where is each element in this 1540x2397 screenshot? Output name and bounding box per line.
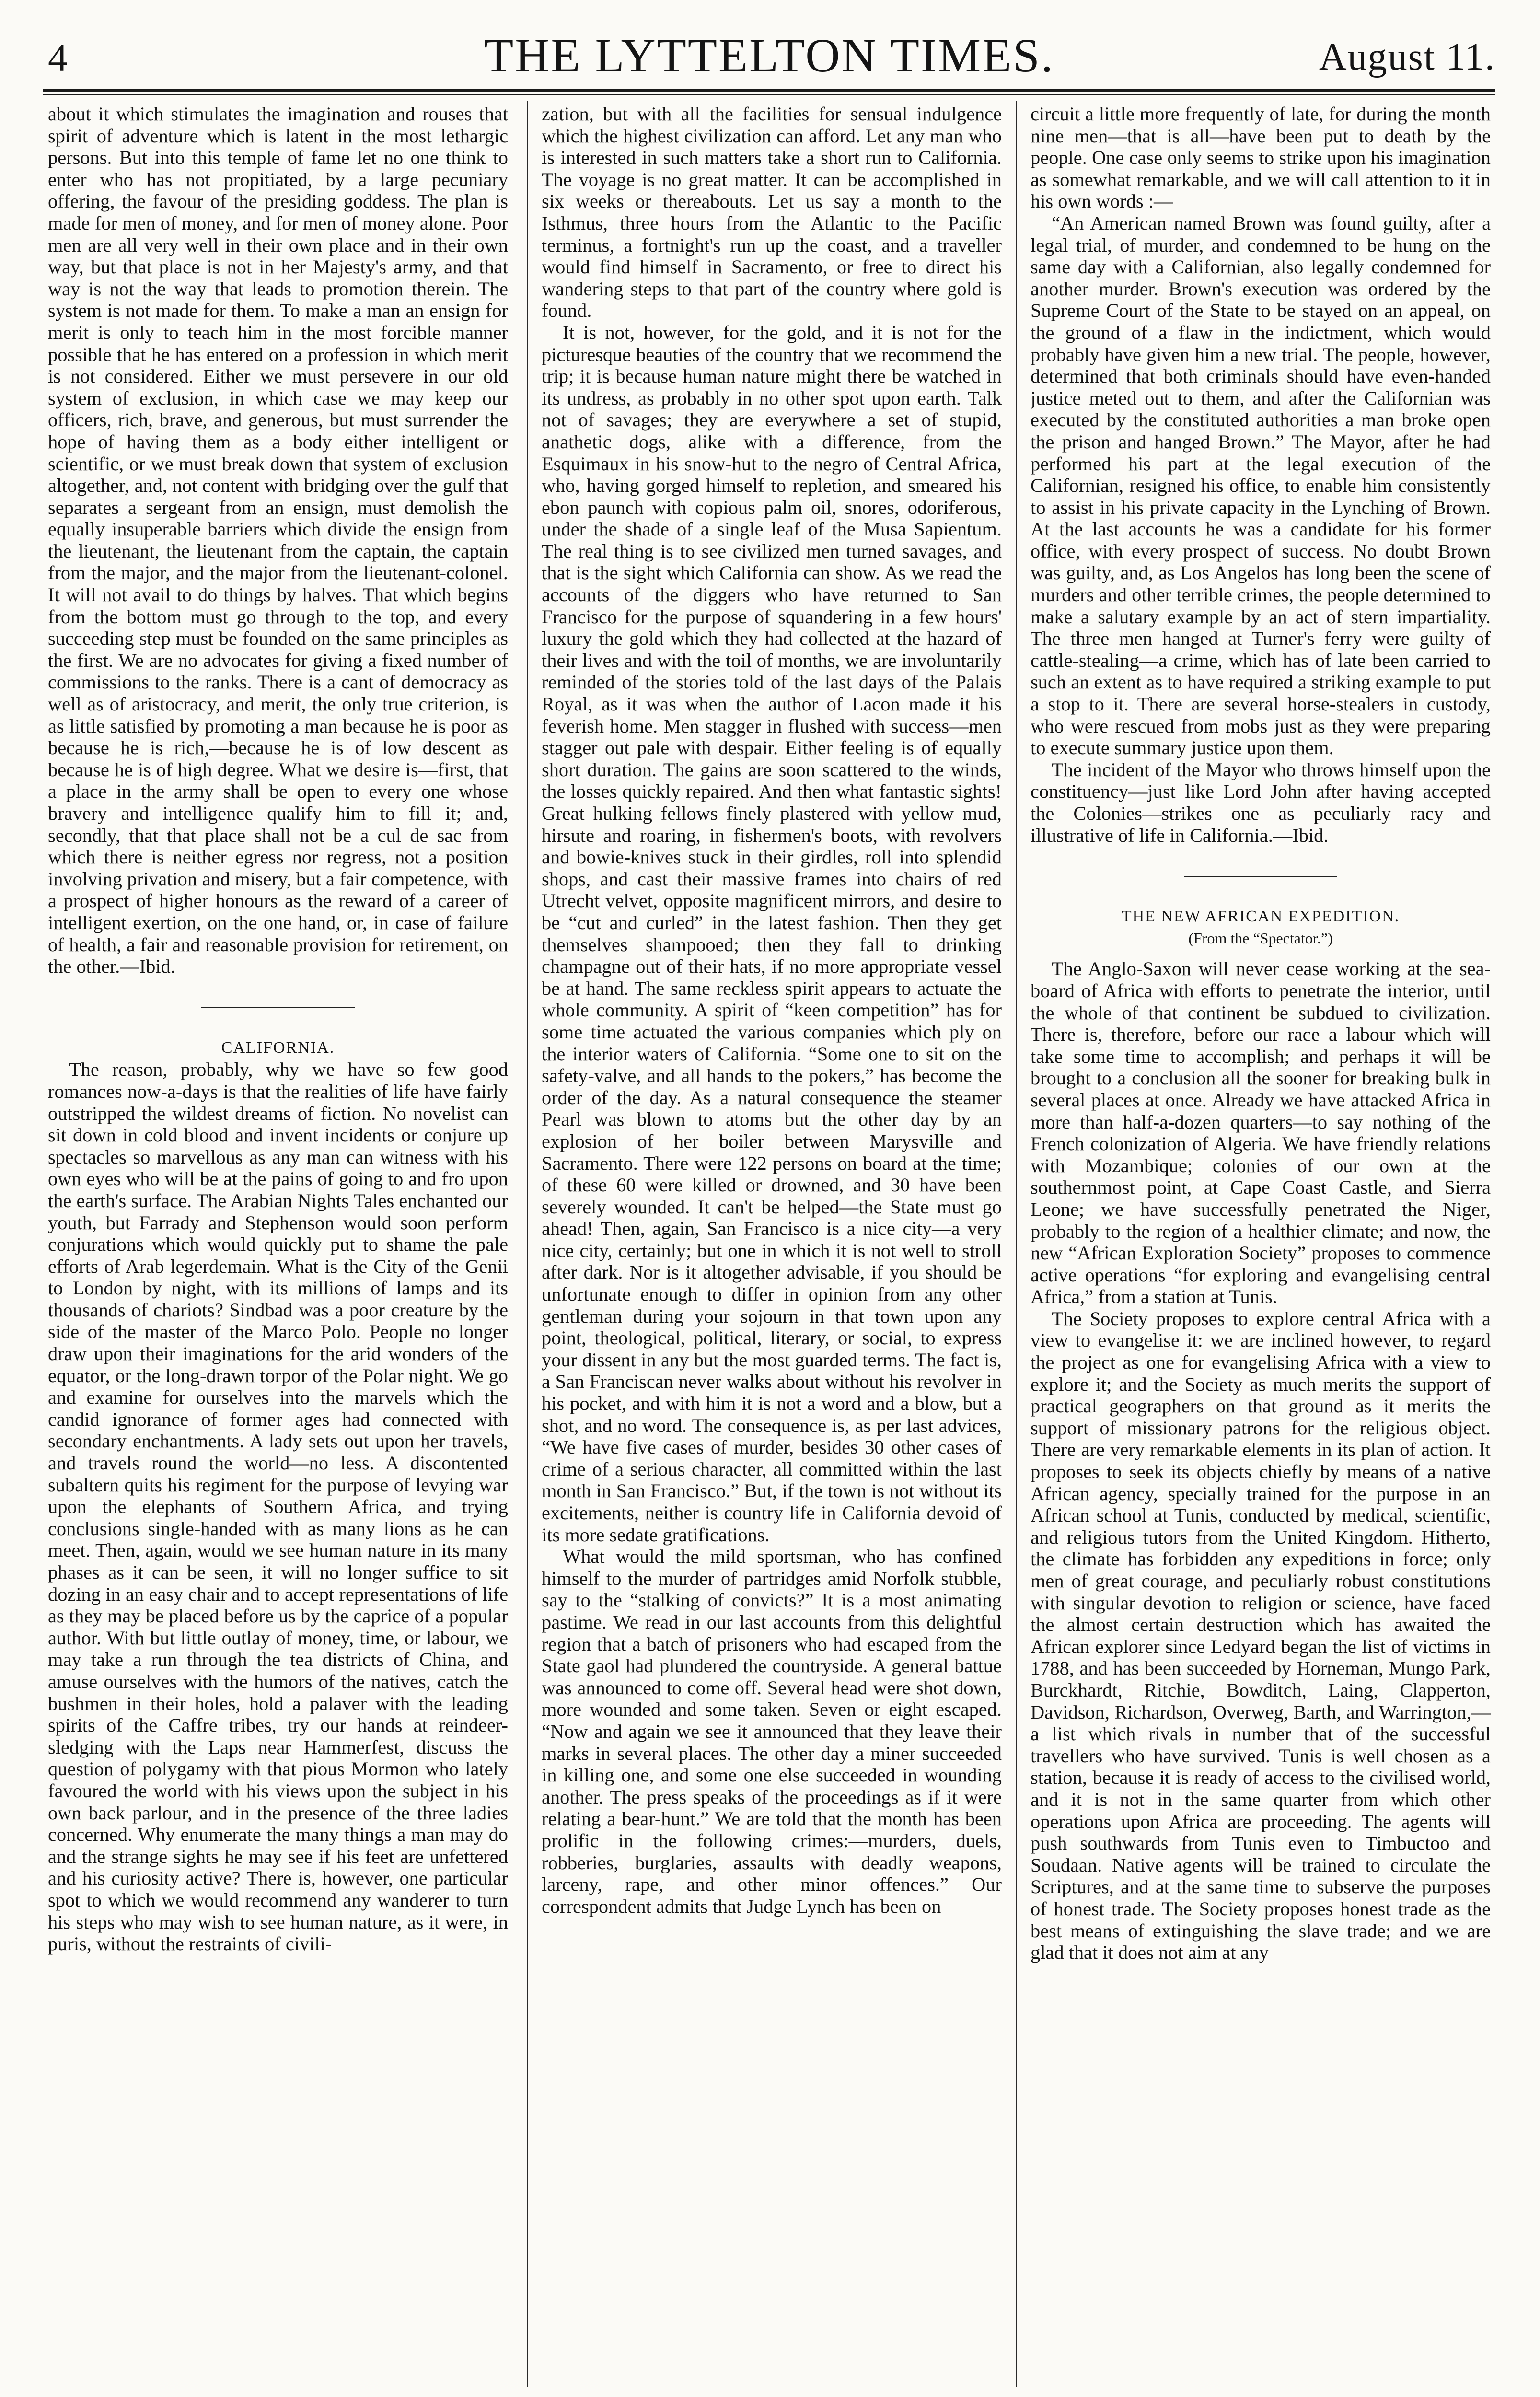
army-article-continuation: about it which stimulates the imagination and rouses that spirit of adventure which is latent in the most lethargic persons. But into this temple of fame let no one think to enter who has not propitiated, by a large pecuniary offering, the favour of the presiding goddess. The plan is made for men of money, and for men of money alone. Poor men are all very well in their own place and in their own way, but that place is not in her Majesty's army, and that way is not the way that leads to promotion therein. The system is not made for them. To make a man an ensign for merit is only to teach him in the most forcible manner possible that he has entered on a profession in which merit is not considered. Either we must persevere in our old system of exclusion, in which case we may keep our officers, rich, brave, and generous, but must surrender the hope of having them as a body either intelligent or scientific, or we must break down that system of exclusion altogether, and, not content with bridging over the gulf that separates a sergeant from an ensign, must demolish the equally insuperable barriers which divide the ensign from the lieutenant, the lieutenant from the captain, the captain from the major, and the major from the lieutenant-colonel. It will not avail to do things by halves. That which begins from the bottom must go through to the top, and every succeeding step must be founded on the same principles as the first. We are no advocates for giving a fixed number of commissions to the ranks. There is a cant of democracy as well as of aristocracy, and merit, the only true criterion, is as little satisfied by promoting a man because he is poor as because he is rich,—because he is of low descent as because he is of high degree. What we desire is—first, that a place in the army shall be open to every one whose bravery and intelligence qualify him to fill it; and, secondly, that that place shall not be a cul de sac from which there is neither egress nor regress, not a position involving privation and misery, but a fair competence, with a prospect of higher honours as the reward of a career of intelligent exertion, on the one hand, or, in case of failure of health, a fair and reasonable provision for retirement, on the other.—Ibid. — [48, 103, 508, 977]
california-paragraph-3: What would the mild sportsman, who has confined himself to the murder of partridges amid Norfolk stubble, say to the “stalking of convicts?” It is a most animating pastime. We read in our last accounts from this delightful region that a batch of prisoners who had escaped from the State gaol had plundered the countryside. A general battue was announced to come off. Several head were shot down, more wounded and some taken. Seven or eight escaped. “Now and again we see it announced that they leave their marks in several places. The other day a miner succeeded in killing one, and some one else succeeded in wounding another. The press speaks of the proceedings as if it were relating a bear-hunt.” We are told that the month has been prolific in the following crimes:—murders, duels, robberies, burglaries, assaults with deadly weapons, larceny, rape, and other minor offences.” Our correspondent admits that Judge Lynch has been on — [542, 1546, 1002, 1917]
brown-quotation: “An American named Brown was found guilty, after a legal trial, of murder, and condemned to be hung on the same day with a Californian, also legally condemned for another murder. Brown's execution was ordered by the Supreme Court of the State to be stayed on an appeal, on the ground of a flaw in the indictment, which would probably have given him a new trial. The people, however, determined that both criminals should have even-handed justice meted out to them, and after the Californian was executed by the constituted authorities a man broke open the prison and hanged Brown.” The Mayor, after he had performed his part at the legal execution of the Californian, resigned his office, to enable him consistently to assist in his private capacity in the Lynching of Brown. At the last accounts he was a candidate for his former office, with every prospect of success. No doubt Brown was guilty, and, as Los Angelos has long been the scene of murders and other terrible crimes, the people determined to make a salutary example by an act of stern impartiality. The three men hanged at Turner's ferry were guilty of cattle-stealing—a crime, which has of late been carried to such an extent as to have required a striking example to put a stop to it. There are several horse-stealers in custody, who were rescued from mobs just as they were preparing to execute summary justice upon them. — [1031, 212, 1491, 759]
african-expedition-heading: THE NEW AFRICAN EXPEDITION. — [1121, 908, 1400, 926]
california-paragraph-3-continued: circuit a little more frequently of late, for during the month nine men—that is all—have been put to death by the people. One case only seems to strike upon his imagination as somewhat remarkable, and we will call attention to it in his own words :— — [1031, 103, 1491, 212]
california-paragraph-1: The reason, probably, why we have so few good romances now-a-days is that the realities of life have fairly outstripped the wildest dreams of fiction. No novelist can sit down in cold blood and invent incidents or conjure up spectacles so marvellous as any man can witness with his own eyes who will be at the pains of going to and fro upon the earth's surface. The Arabian Nights Tales enchanted our youth, but Farrady and Stephenson would soon perform conjurations which would quickly put to shame the pale efforts of Arab legerdemain. What is the City of the Genii to London by night, with its millions of lamps and its thousands of chariots? Sindbad was a poor creature by the side of the master of the Marco Polo. People no longer draw upon their imaginations for the arid wonders of the equator, or the long-drawn torpor of the Polar night. We go and examine for ourselves into the marvels which the candid ignorance of former ages had connected with secondary enchantments. A lady sets out upon her travels, and travels round the world—no less. A discontented subaltern quits his regiment for the purpose of levying war upon the elephants of Southern Africa, and trying conclusions single-handed with as many lions as he can meet. Then, again, would we see human nature in its many phases as it can be seen, it will no longer suffice to sit dozing in an easy chair and to accept representations of life as they may be placed before us by the caprice of a popular author. With but little outlay of money, time, or labour, we may take a run through the tea districts of China, and amuse ourselves with the humors of the natives, catch the bushmen in their holes, hold a palaver with the leading spirits of the Caffre tribes, try our hands at reindeer-sledging with the Laps near Hammerfest, discuss the question of polygamy with that pious Mormon who lately favoured the world with his views upon the subject in his own back parlour, and in the presence of the three ladies concerned. Why enumerate the many things a man may do and the strange sights he may see if his feet are unfettered and his curiosity active? There is, however, one particular spot to which we would recommend any wanderer to turn his steps who may wish to see human nature, as it were, in puris, without the restraints of civili- — [48, 1059, 508, 1955]
newspaper-title: THE LYTTELTON TIMES. — [484, 29, 1054, 82]
article-separator — [201, 1007, 355, 1008]
california-heading: CALIFORNIA. — [221, 1038, 335, 1057]
california-paragraph-1-continued: zation, but with all the facilities for sensual indulgence which the highest civilization can afford. Let any man who is interested in such matters take a short run to California. The voyage is no great matter. It can be accomplished in six weeks or thereabouts. Let us say a month to the Isthmus, three hours from the Atlantic to the Pacific terminus, a fortnight's run up the coast, and a traveller would find himself in Sacramento, or free to direct his wandering steps to that part of the country where gold is found. — [542, 103, 1002, 322]
column-divider — [527, 101, 528, 2387]
column-1 — [48, 103, 508, 2385]
california-paragraph-2: It is not, however, for the gold, and it is not for the picturesque beauties of the country that we recommend the trip; it is because human nature might there be watched in its undress, as probably in no other spot upon earth. Talk not of savages; they are everywhere a set of stupid, anathetic dogs, alike with a difference, from the Esquimaux in his snow-hut to the negro of Central Africa, who, having gorged himself to repletion, and smeared his ebon paunch with copious palm oil, snores, odoriferous, under the shade of a single leaf of the Musa Sapientum. The real thing is to see civilized men turned savages, and that is the sight which California can show. As we read the accounts of the diggers who have returned to San Francisco for the purpose of squandering in a few hours' luxury the gold which they had collected at the hazard of their lives and with the toil of months, we are involuntarily reminded of the stories told of the last days of the Palais Royal, as it was when the author of Lacon made it his feverish home. Men stagger in flushed with success—men stagger out pale with despair. Either feeling is of equally short duration. The gains are soon scattered to the winds, the losses quickly repaired. And then what fantastic sights! Great hulking fellows finely plastered with yellow mud, hirsute and roaring, in fishermen's boots, with revolvers and bowie-knives stuck in their girdles, roll into splendid shops, and cast their massive frames into chairs of red Utrecht velvet, opposite magnificent mirrors, and desire to be “cut and curled” in the latest fashion. Then they get themselves shampooed; then they fall to drinking champagne out of their hats, if no more appropriate vessel be at hand. The same reckless spirit appears to actuate the whole community. A spirit of “keen competition” has for some time actuated the various companies which ply on the interior waters of California. “Some one to sit on the safety-valve, and all hands to the pokers,” has become the order of the day. As a natural consequence the steamer Pearl was blown to atoms but the other day by an explosion of her boiler between Marysville and Sacramento. There were 122 persons on board at the time; of these 60 were killed or drowned, and 30 have been severely wounded. It can't be helped—the State must go ahead! Then, again, San Francisco is a nice city—a very nice city, certainly; but one in which it is not well to stroll after dark. Nor is it altogether advisable, if you should be unfortunate enough to differ in opinion from any other gentleman during your sojourn in that town upon any point, theological, political, literary, or social, to express your dissent in any but the most guarded terms. The fact is, a San Franciscan never walks about without his revolver in his pocket, and with him it is not a word and a blow, but a shot, and no word. The consequence is, as per last advices, “We have five cases of murder, besides 30 other cases of crime of a serious character, all committed within the last month in San Francisco.” But, if the town is not without its excitements, neither is country life in California devoid of its more sedate gratifications. — [542, 321, 1002, 1546]
column-2 — [542, 103, 1002, 2385]
african-paragraph-2: The Society proposes to explore central Africa with a view to evangelise it: we are inclined however, to regard the project as one for evangelising Africa with a view to explore it; and the Society as much merits the support of practical geographers on that ground as it merits the support of missionary patrons for the religious object. There are very remarkable elements in its plan of action. It proposes to seek its objects chiefly by means of a native African agency, specially trained for the purpose in an African school at Tunis, conducted by medical, scientific, and religious tutors from the United Kingdom. Hitherto, the climate has forbidden any expeditions in force; only men of great courage, and peculiarly robust constitutions with singular devotion to religion or science, have faced the almost certain destruction which has awaited the African explorer since Ledyard began the list of victims in 1788, and has been succeeded by Horneman, Mungo Park, Burckhardt, Ritchie, Bowditch, Laing, Clapperton, Davidson, Richardson, Overweg, Barth, and Warrington,—a list which rivals in number that of the successful travellers who have survived. Tunis is well chosen as a station, because it is ready of access to the civilised world, and it is not in the same quarter from which other operations upon Africa are proceeding. The agents will push southwards from Tunis even to Timbuctoo and Soudaan. Native agents will be trained to circulate the Scriptures, and at the same time to subserve the purposes of honest trade. The Society proposes honest trade as the best means of extinguishing the slave trade; and we are glad that it does not aim at any — [1031, 1307, 1491, 1964]
african-paragraph-1: The Anglo-Saxon will never cease working at the sea-board of Africa with efforts to penetrate the interior, until the whole of that continent be subdued to civilization. There is, therefore, before our race a labour which will take some time to accomplish; and perhaps it will be brought to a conclusion all the sooner for breaking bulk in several places at once. Already we have attacked Africa in more than half-a-dozen quarters—to say nothing of the French colonization of Algeria. We have friendly relations with Mozambique; colonies of our own at the southernmost point, at Cape Coast Castle, and Sierra Leone; we have successfully penetrated the Niger, probably to the region of a healthier climate; and now, the new “African Exploration Society” proposes to commence active operations “for exploring and evangelising central Africa,” from a station at Tunis. — [1031, 958, 1491, 1308]
column-divider — [1016, 101, 1017, 2387]
masthead-rule-thin — [43, 94, 1495, 95]
column-3 — [1031, 103, 1491, 2385]
african-expedition-source: (From the “Spectator.”) — [1188, 929, 1333, 947]
masthead — [43, 19, 1495, 81]
issue-date: August 11. — [1319, 36, 1495, 78]
article-separator — [1184, 876, 1337, 877]
masthead-rule-thick — [43, 89, 1495, 92]
page-number: 4 — [48, 36, 68, 80]
mayor-paragraph: The incident of the Mayor who throws himself upon the constituency—just like Lord John after having accepted the Colonies—strikes one as peculiarly racy and illustrative of life in California.—Ibid. — [1031, 758, 1491, 846]
